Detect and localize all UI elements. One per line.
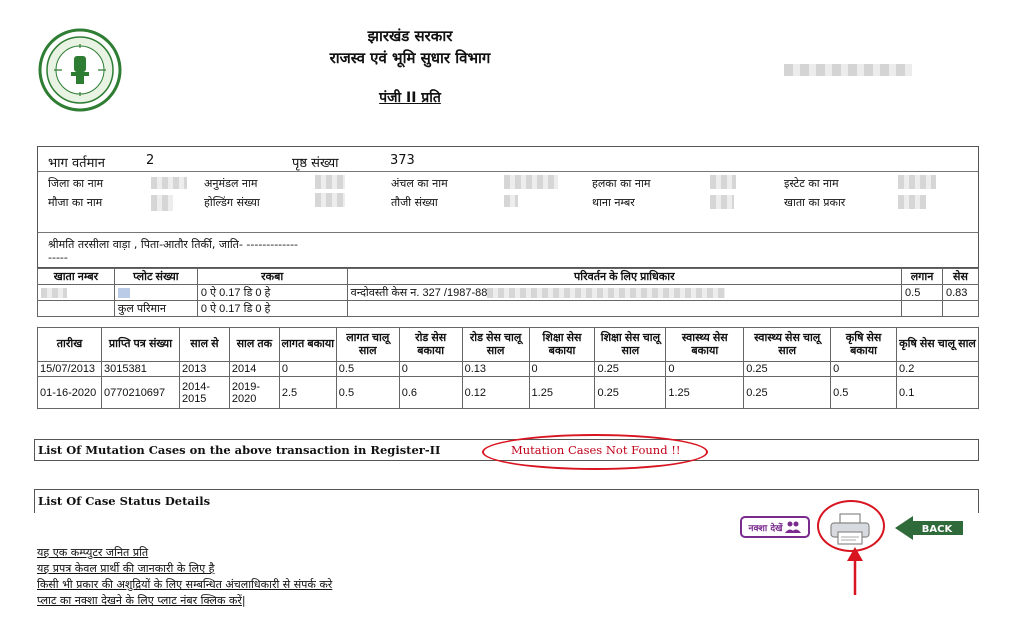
footer-link[interactable]: यह एक कम्प्युटर जनित प्रति: [37, 546, 149, 559]
owner-details: श्रीमति तरसीला वाड़ा , पिता-आतौर तिर्की, जाति- -------------: [48, 238, 299, 251]
table-cell: 0.1: [897, 377, 979, 409]
column-header: कृषि सेस चालू साल: [897, 328, 979, 362]
column-header: साल तक: [229, 328, 279, 362]
column-header: परिवर्तन के लिए प्राधिकार: [347, 269, 901, 285]
table-cell: 15/07/2013: [38, 362, 102, 377]
table-cell: 1.25: [529, 377, 595, 409]
table-cell: 0.13: [462, 362, 529, 377]
jharkhand-government-emblem-icon: [38, 28, 122, 112]
redacted-value: [710, 195, 734, 209]
back-button[interactable]: [893, 514, 967, 542]
prishth-label: पृष्ठ संख्या: [292, 156, 339, 171]
column-header: रोड सेस चालू साल: [462, 328, 529, 362]
column-header: लागत बकाया: [279, 328, 336, 362]
column-header: खाता नम्बर: [38, 269, 115, 285]
footer-link[interactable]: यह प्रपत्र केवल प्रार्थी की जानकारी के लिए है: [37, 562, 215, 575]
table-cell: 0.25: [744, 362, 831, 377]
table-cell: 0770210697: [101, 377, 179, 409]
tax-payment-table: [37, 327, 979, 409]
lagan-cell: 0.5: [902, 285, 943, 301]
arrow-annotation-icon: [845, 545, 865, 595]
column-header: तारीख: [38, 328, 102, 362]
highlight-annotation: [482, 434, 708, 470]
table-cell: 0.6: [399, 377, 462, 409]
column-header: साल से: [179, 328, 229, 362]
table-row: [38, 362, 979, 377]
plot-number-link[interactable]: [114, 285, 197, 301]
mutation-status-text: Mutation Cases Not Found !!: [511, 443, 681, 457]
bhag-value: 2: [146, 153, 155, 168]
khata-type-label: खाता का प्रकार: [784, 196, 846, 209]
redacted-value: [898, 175, 936, 189]
column-header: लगान: [902, 269, 943, 285]
footer-links: [37, 545, 332, 609]
table-cell: 0.5: [831, 377, 897, 409]
redacted-value: [898, 195, 926, 209]
footer-link[interactable]: प्लाट का नक्शा देखने के लिए प्लाट नंबर क्लिक करें|: [37, 594, 246, 607]
mauja-label: मौजा का नाम: [48, 196, 103, 209]
bhag-label: भाग वर्तमान: [48, 156, 105, 171]
table-row: [38, 301, 979, 317]
table-cell: 0: [831, 362, 897, 377]
users-icon: [785, 521, 801, 533]
table-cell: 3015381: [101, 362, 179, 377]
department-title: राजस्व एवं भूमि सुधार विभाग: [329, 49, 491, 67]
ses-cell: 0.83: [942, 285, 978, 301]
prishth-value: 373: [390, 153, 415, 168]
land-info-panel: [37, 146, 979, 268]
table-cell: 2.5: [279, 377, 336, 409]
column-header: कृषि सेस बकाया: [831, 328, 897, 362]
rakba-cell: 0 ऐ 0.17 डि 0 हे: [197, 285, 347, 301]
halka-label: हलका का नाम: [592, 177, 651, 190]
owner-details-continued: -----: [48, 251, 68, 264]
mutation-cases-title: List Of Mutation Cases on the above transaction in Register-II: [38, 443, 441, 457]
footer-link[interactable]: किसी भी प्रकार की अशुद्रियों के लिए सम्बन्धित अंचलाधिकारी से संपर्क करे: [37, 578, 333, 591]
table-cell: 1.25: [666, 377, 744, 409]
column-header: शिक्षा सेस चालू साल: [595, 328, 666, 362]
khata-number-cell[interactable]: [38, 285, 115, 301]
table-cell: 0.12: [462, 377, 529, 409]
estate-label: इस्टेट का नाम: [784, 177, 839, 190]
column-header: रोड सेस बकाया: [399, 328, 462, 362]
total-label: कुल परिमान: [114, 301, 197, 317]
register-title: पंजी II प्रति: [379, 90, 441, 106]
redacted-value: [151, 177, 187, 189]
table-cell: 0: [666, 362, 744, 377]
redacted-value: [315, 175, 345, 189]
column-header: स्वास्थ्य सेस बकाया: [666, 328, 744, 362]
district-label: जिला का नाम: [48, 177, 104, 190]
table-cell: 2019-2020: [229, 377, 279, 409]
table-cell: 2013: [179, 362, 229, 377]
table-cell: 0.5: [336, 377, 399, 409]
holding-label: होल्डिंग संख्या: [204, 196, 260, 209]
table-cell: 0.25: [595, 377, 666, 409]
table-row: [38, 377, 979, 409]
thana-label: थाना नम्बर: [592, 196, 635, 209]
table-cell: 0.5: [336, 362, 399, 377]
govt-title: झारखंड सरकार: [367, 27, 453, 45]
column-header: लागत चालू साल: [336, 328, 399, 362]
circle-label: अंचल का नाम: [391, 177, 448, 190]
table-cell: 2014: [229, 362, 279, 377]
total-rakba-cell: 0 ऐ 0.17 डि 0 हे: [197, 301, 347, 317]
redacted-value: [151, 195, 173, 211]
redacted-value: [315, 193, 345, 207]
table-cell: 0.25: [744, 377, 831, 409]
table-cell: 0: [529, 362, 595, 377]
column-header: प्लोट संख्या: [114, 269, 197, 285]
column-header: सेस: [942, 269, 978, 285]
view-map-label: नक्शा देखें: [748, 523, 783, 534]
table-cell: 0: [399, 362, 462, 377]
authority-text: वन्दोवस्ती केस न. 327 /1987-88: [350, 287, 488, 299]
table-cell: 01-16-2020: [38, 377, 102, 409]
redacted-value: [710, 175, 736, 189]
column-header: प्राप्ति पत्र संख्या: [101, 328, 179, 362]
column-header: रकबा: [197, 269, 347, 285]
authority-cell: [347, 285, 901, 301]
redacted-value: [504, 175, 558, 189]
khata-plot-table: [37, 268, 979, 317]
table-cell: 2014-2015: [179, 377, 229, 409]
subdivision-label: अनुमंडल नाम: [204, 177, 258, 190]
column-header: स्वास्थ्य सेस चालू साल: [744, 328, 831, 362]
view-map-button[interactable]: [740, 516, 810, 538]
tauji-label: तौजी संख्या: [391, 196, 438, 209]
case-status-title: List Of Case Status Details: [38, 494, 211, 508]
back-label: BACK: [921, 524, 953, 535]
column-header: शिक्षा सेस बकाया: [529, 328, 595, 362]
table-cell: 0.25: [595, 362, 666, 377]
table-cell: 0: [279, 362, 336, 377]
table-row: [38, 285, 979, 301]
redacted-value: [504, 195, 518, 207]
table-cell: 0.2: [897, 362, 979, 377]
redacted-text: [784, 64, 912, 76]
